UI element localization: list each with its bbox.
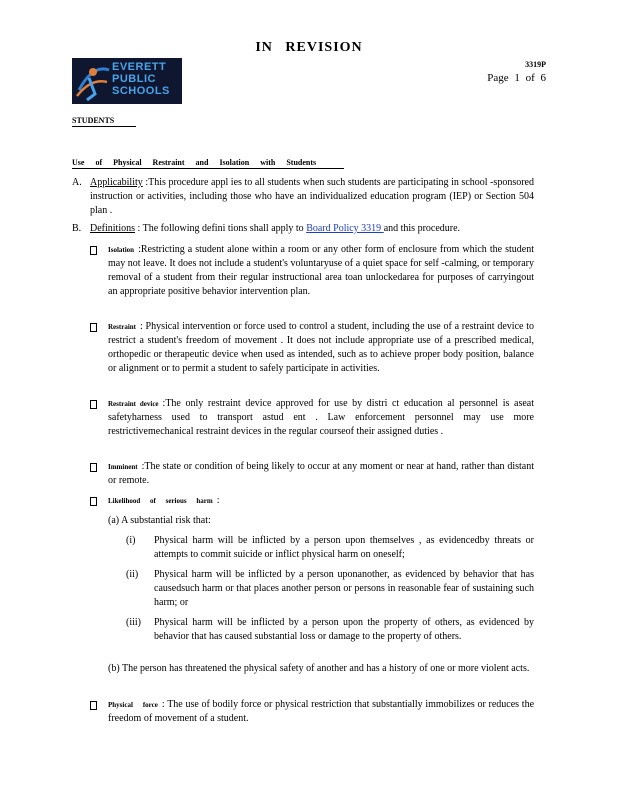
item-i-text: Physical harm will be inflicted by a person upon themselves , as evidencedby threats or attempts to commit suicide or inflict physical harm on oneself; (154, 535, 534, 560)
applicability-text: :This procedure appl ies to all students when such students are participating in school -sponsored instruction or activities, including those who have an individualized education program (IEP) or Section 504 plan . (90, 177, 534, 216)
definitions-title: Definitions (90, 223, 135, 234)
definition-likelihood (90, 494, 534, 508)
bullet-box-icon (90, 246, 97, 255)
section-a (72, 176, 534, 218)
bullet-box-icon (90, 701, 97, 710)
item-ii-text: Physical harm will be inflicted by a person uponanother, as evidenced by behavior that has causedsuch harm or that places another person or persons in reasonable fear of sustaining such harm; or (154, 569, 534, 608)
item-a-marker: (a) (108, 515, 120, 526)
item-a-text: A substantial risk that: (121, 515, 211, 526)
item-iii-marker: (iii) (126, 617, 141, 628)
applicability-title: Applicability (90, 177, 143, 188)
definition-physical-force (90, 698, 534, 726)
definition-isolation (90, 243, 534, 299)
likelihood-item-a (108, 514, 534, 528)
isolation-term: Isolation (108, 246, 135, 254)
board-policy-link[interactable]: Board Policy 3319 (306, 223, 384, 234)
likelihood-item-b: (b) The person has threatened the physical safety of another and has a history of one or more violent acts. (108, 663, 530, 674)
physical-force-term: Physical force (108, 701, 158, 709)
everett-public-schools-logo (72, 58, 182, 104)
physical-force-text: : The use of bodily force or physical restriction that substantially immobilizes or reduces the freedom of movement of a student. (108, 699, 535, 724)
procedure-heading: Use of Physical Restraint and Isolation with Students (72, 158, 344, 169)
logo-line-3: SCHOOLS (112, 85, 170, 97)
likelihood-item-ii (126, 568, 534, 610)
bullet-box-icon (90, 323, 97, 332)
definitions-intro-end: and this procedure. (383, 223, 461, 234)
isolation-text: :Restricting a student alone within a room or any other form of enclosure from which the student may not leave. It does not include a student's voluntaryuse of a quiet space for self -calming, or temporary removal of a student from their regular instructional area toan unlockedarea for purposes of carryingout an appropriate positive behavior intervention plan. (108, 244, 534, 297)
section-a-marker: A. (72, 177, 82, 188)
likelihood-item-i (126, 534, 534, 562)
bullet-box-icon (90, 463, 97, 472)
page-title (0, 40, 618, 56)
logo-line-2: PUBLIC (112, 73, 156, 85)
restraint-term: Restraint (108, 323, 136, 331)
section-b-marker: B. (72, 223, 82, 234)
definition-restraint (90, 320, 534, 376)
page-number: Page 1 of 6 (487, 72, 546, 84)
definition-imminent (90, 460, 534, 488)
document-number: 3319P (525, 60, 546, 69)
logo-line-1: EVERETT (112, 61, 167, 73)
section-a-body (90, 176, 534, 218)
logo-emblem-icon (75, 60, 111, 102)
item-ii-marker: (ii) (126, 569, 139, 580)
title-part-1: IN (255, 40, 273, 55)
likelihood-item-iii (126, 616, 534, 644)
item-iii-text: Physical harm will be inflicted by a person upon the property of others, as evidenced by behavior that has caused substantial loss or damage to the property of others. (154, 617, 534, 642)
definitions-intro: : The following defini tions shall apply to (135, 223, 307, 234)
item-i-marker: (i) (126, 535, 136, 546)
imminent-text: :The state or condition of being likely to occur at any moment or near at hand, rather than distant or remote. (108, 461, 534, 486)
imminent-term: Imminent (108, 463, 138, 471)
likelihood-term: Likelihood of serious harm (108, 497, 213, 505)
bullet-box-icon (90, 400, 97, 409)
restraint-text: : Physical intervention or force used to control a student, including the use of a restraint device to restrict a student's freedom of movement . It does not include appropriate use of a prescribed medical, orthopedic or therapeutic device when used as intended, such as to achieve proper body position, balance or alignment or to permit a student to safely participate in activities. (108, 321, 534, 374)
section-label: STUDENTS (72, 116, 136, 127)
definition-restraint-device (90, 397, 534, 439)
restraint-device-term: Restraint device (108, 400, 159, 408)
bullet-box-icon (90, 497, 97, 506)
section-b-body (90, 222, 534, 236)
likelihood-text: : (216, 495, 220, 506)
restraint-device-text: :The only restraint device approved for use by distri ct education al personnel is aseat safetyharness used to transport astud ent . Law enforcement personnel may use more restrictivemechanical restraint devices in the regular courseof their assigned duties . (108, 398, 534, 437)
title-part-2: REVISION (285, 40, 363, 55)
section-b (72, 222, 534, 236)
